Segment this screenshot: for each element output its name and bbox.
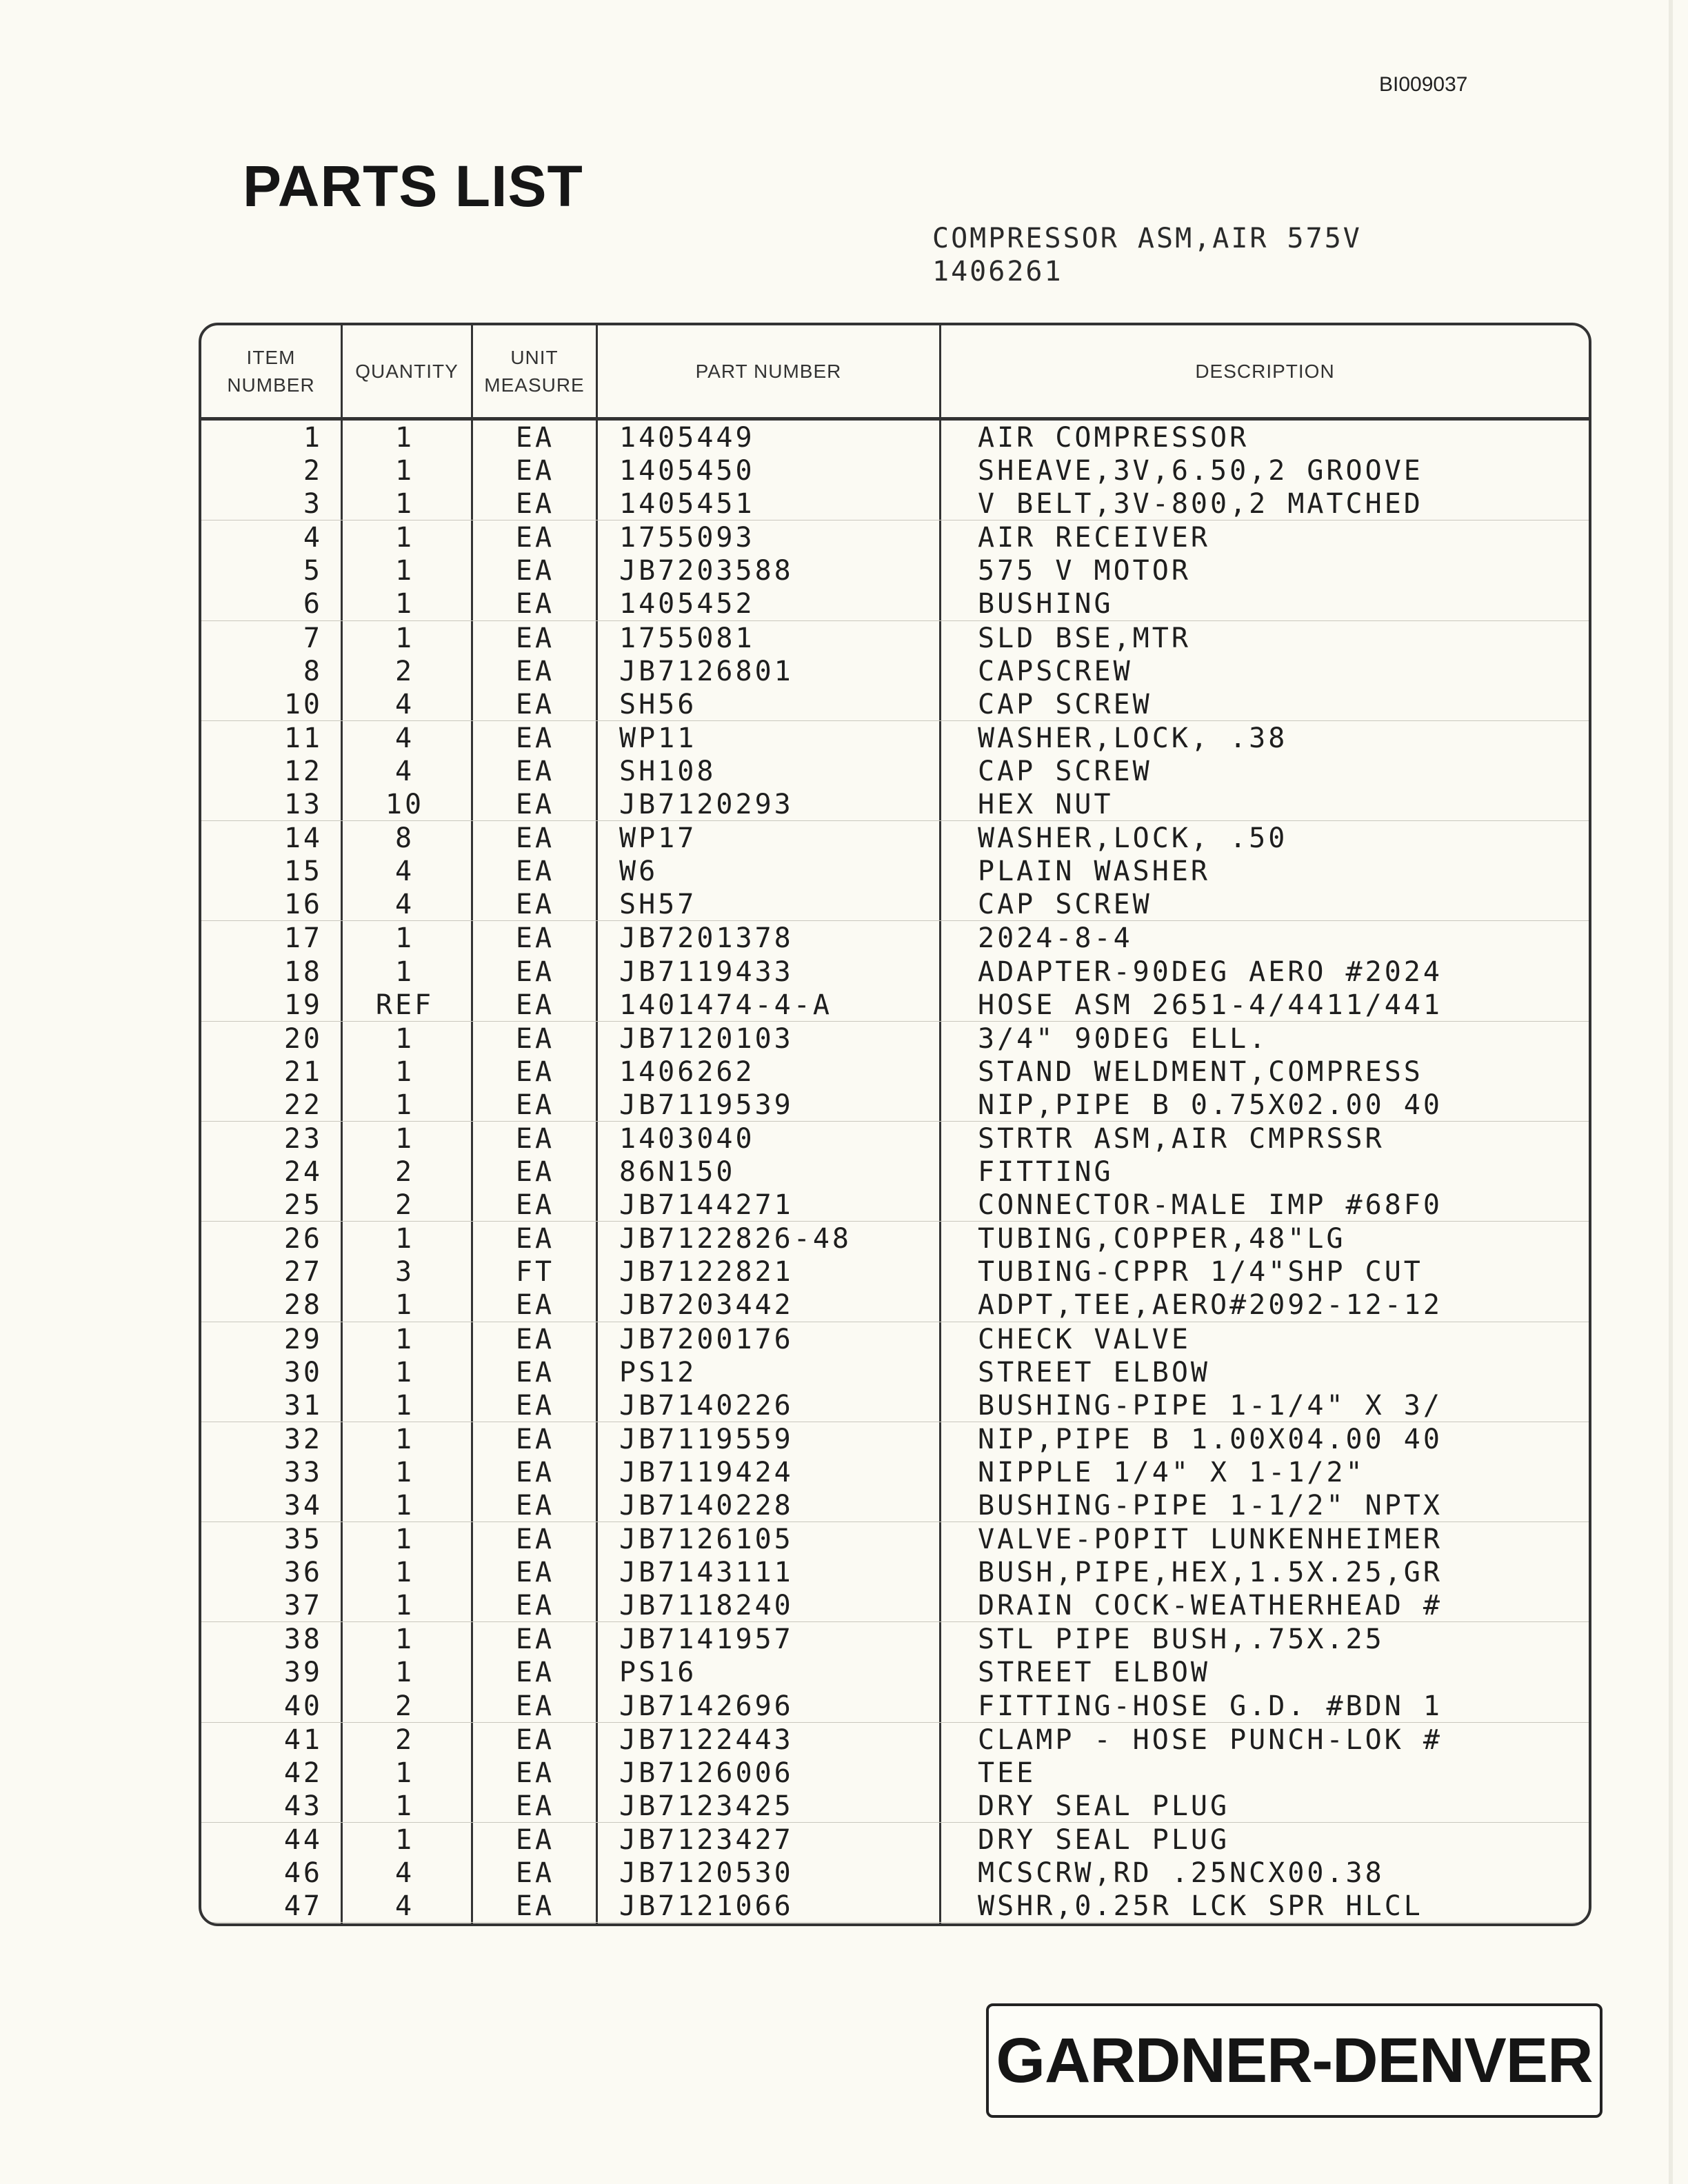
quantity-cell: 4 [394, 688, 415, 720]
unit-measure-cell: EA [515, 1456, 555, 1488]
item-number-cell: 2 [303, 455, 323, 487]
quantity-cell: 1 [394, 1456, 415, 1488]
quantity-cell: 1 [394, 1356, 415, 1388]
table-row [201, 1388, 1589, 1422]
unit-measure-cell: EA [515, 1790, 555, 1822]
item-number-cell: 10 [283, 688, 323, 720]
assembly-number: 1406261 [932, 256, 1063, 287]
unit-measure-cell: EA [515, 1657, 555, 1689]
description-cell: VALVE-POPIT LUNKENHEIMER [978, 1524, 1443, 1556]
part-number-cell: JB7203442 [619, 1289, 794, 1322]
quantity-cell: 1 [394, 622, 415, 654]
part-number-cell: 1405451 [619, 488, 755, 520]
item-number-cell: 32 [283, 1423, 323, 1455]
item-number-cell: 31 [283, 1389, 323, 1422]
item-number-cell: 39 [283, 1657, 323, 1689]
table-row [201, 687, 1589, 721]
table-row [201, 721, 1589, 754]
item-number-cell: 25 [283, 1189, 323, 1222]
description-cell: BUSHING [978, 588, 1114, 620]
table-row [201, 1588, 1589, 1622]
description-cell: BUSH,PIPE,HEX,1.5X.25,GR [978, 1557, 1443, 1589]
unit-measure-cell: EA [515, 1723, 555, 1756]
description-cell: HOSE ASM 2651-4/4411/441 [978, 989, 1443, 1021]
part-number-cell: JB7203588 [619, 555, 794, 587]
description-cell: STREET ELBOW [978, 1657, 1210, 1689]
quantity-cell: REF [375, 989, 434, 1021]
table-row [201, 1622, 1589, 1655]
unit-measure-cell: EA [515, 1423, 555, 1455]
page-title: PARTS LIST [243, 154, 583, 219]
item-number-cell: 34 [283, 1490, 323, 1521]
quantity-cell: 4 [394, 1857, 415, 1890]
part-number-cell: JB7140228 [619, 1490, 794, 1521]
unit-measure-cell: EA [515, 1857, 555, 1890]
table-row [201, 520, 1589, 554]
unit-measure-cell: EA [515, 1823, 555, 1856]
table-row [201, 754, 1589, 787]
description-cell: STRTR ASM,AIR CMPRSSR [978, 1122, 1385, 1155]
item-number-cell: 47 [283, 1890, 323, 1923]
item-number-cell: 28 [283, 1289, 323, 1322]
part-number-cell: JB7140226 [619, 1389, 794, 1422]
part-number-cell: 1405450 [619, 455, 755, 487]
description-cell: STREET ELBOW [978, 1356, 1210, 1388]
quantity-cell: 1 [394, 1557, 415, 1589]
unit-measure-cell: EA [515, 1122, 555, 1155]
table-row [201, 1255, 1589, 1288]
part-number-cell: JB7119424 [619, 1456, 794, 1488]
item-number-cell: 35 [283, 1524, 323, 1556]
description-cell: STAND WELDMENT,COMPRESS [978, 1055, 1423, 1088]
part-number-cell: JB7126105 [619, 1524, 794, 1556]
unit-measure-cell: EA [515, 455, 555, 487]
table-row [201, 554, 1589, 587]
description-cell: V BELT,3V-800,2 MATCHED [978, 488, 1423, 520]
part-number-cell: JB7201378 [619, 922, 794, 955]
unit-measure-cell: EA [515, 522, 555, 554]
unit-measure-cell: EA [515, 1524, 555, 1556]
unit-measure-cell: EA [515, 1557, 555, 1589]
quantity-cell: 1 [394, 555, 415, 587]
quantity-cell: 2 [394, 1156, 415, 1189]
quantity-cell: 4 [394, 1890, 415, 1923]
table-row [201, 1655, 1589, 1688]
part-number-cell: SH108 [619, 755, 716, 787]
description-cell: CAP SCREW [978, 755, 1152, 787]
part-number-cell: 1406262 [619, 1055, 755, 1088]
item-number-cell: 11 [283, 722, 323, 754]
part-number-cell: 1755093 [619, 522, 755, 554]
item-number-cell: 23 [283, 1122, 323, 1155]
quantity-cell: 8 [394, 822, 415, 855]
part-number-cell: JB7122443 [619, 1723, 794, 1756]
description-cell: CAP SCREW [978, 688, 1152, 720]
part-number-cell: JB7120293 [619, 789, 794, 821]
quantity-cell: 2 [394, 1723, 415, 1756]
unit-measure-cell: EA [515, 1690, 555, 1722]
quantity-cell: 1 [394, 1823, 415, 1856]
table-row [201, 955, 1589, 988]
table-row [201, 1723, 1589, 1756]
quantity-cell: 1 [394, 522, 415, 554]
table-row [201, 1222, 1589, 1255]
quantity-cell: 1 [394, 956, 415, 988]
description-cell: WASHER,LOCK, .38 [978, 722, 1288, 754]
table-header [201, 325, 1589, 421]
item-number-cell: 42 [283, 1757, 323, 1789]
item-number-cell: 46 [283, 1857, 323, 1890]
header-description: DESCRIPTION [1195, 361, 1335, 382]
table-row [201, 887, 1589, 921]
table-row [201, 1756, 1589, 1789]
unit-measure-cell: EA [515, 989, 555, 1021]
item-number-cell: 19 [283, 989, 323, 1021]
quantity-cell: 1 [394, 488, 415, 520]
table-body [201, 421, 1589, 1923]
unit-measure-cell: EA [515, 1022, 555, 1055]
header-part-number: PART NUMBER [695, 361, 842, 382]
table-row [201, 1555, 1589, 1588]
part-number-cell: JB7200176 [619, 1323, 794, 1355]
table-row [201, 921, 1589, 954]
table-row [201, 654, 1589, 687]
part-number-cell: JB7120103 [619, 1022, 794, 1055]
item-number-cell: 33 [283, 1456, 323, 1488]
unit-measure-cell: EA [515, 422, 555, 454]
unit-measure-cell: EA [515, 1356, 555, 1388]
quantity-cell: 1 [394, 1624, 415, 1656]
item-number-cell: 37 [283, 1590, 323, 1622]
item-number-cell: 17 [283, 922, 323, 955]
unit-measure-cell: EA [515, 688, 555, 720]
part-number-cell: JB7119433 [619, 956, 794, 988]
part-number-cell: JB7123427 [619, 1823, 794, 1856]
unit-measure-cell: FT [515, 1256, 555, 1288]
header-unit-measure: UNIT MEASURE [484, 347, 585, 396]
table-row [201, 1122, 1589, 1155]
part-number-cell: W6 [619, 856, 659, 888]
parts-table [199, 323, 1591, 1926]
table-row [201, 988, 1589, 1022]
item-number-cell: 30 [283, 1356, 323, 1388]
description-cell: ADAPTER-90DEG AERO #2024 [978, 956, 1443, 988]
table-row [201, 1823, 1589, 1856]
part-number-cell: JB7141957 [619, 1624, 794, 1656]
description-cell: 3/4" 90DEG ELL. [978, 1022, 1269, 1055]
unit-measure-cell: EA [515, 488, 555, 520]
unit-measure-cell: EA [515, 889, 555, 921]
table-row [201, 1355, 1589, 1388]
quantity-cell: 1 [394, 1423, 415, 1455]
quantity-cell: 4 [394, 856, 415, 888]
assembly-name: COMPRESSOR ASM,AIR 575V [932, 223, 1362, 254]
item-number-cell: 27 [283, 1256, 323, 1288]
item-number-cell: 18 [283, 956, 323, 988]
table-row [201, 1422, 1589, 1455]
quantity-cell: 1 [394, 1790, 415, 1822]
description-cell: TUBING-CPPR 1/4"SHP CUT [978, 1256, 1423, 1288]
unit-measure-cell: EA [515, 722, 555, 754]
part-number-cell: JB7118240 [619, 1590, 794, 1622]
part-number-cell: 86N150 [619, 1156, 736, 1189]
item-number-cell: 36 [283, 1557, 323, 1589]
item-number-cell: 43 [283, 1790, 323, 1822]
unit-measure-cell: EA [515, 956, 555, 988]
table-row [201, 821, 1589, 854]
quantity-cell: 1 [394, 588, 415, 620]
quantity-cell: 1 [394, 422, 415, 454]
document-id: BI009037 [1379, 73, 1468, 96]
unit-measure-cell: EA [515, 1590, 555, 1622]
unit-measure-cell: EA [515, 1323, 555, 1355]
part-number-cell: PS16 [619, 1657, 697, 1689]
item-number-cell: 26 [283, 1223, 323, 1255]
description-cell: AIR COMPRESSOR [978, 422, 1249, 454]
description-cell: WASHER,LOCK, .50 [978, 822, 1288, 855]
logo-text: GARDNER-DENVER [996, 2025, 1593, 2096]
description-cell: FITTING-HOSE G.D. #BDN 1 [978, 1690, 1443, 1722]
assembly-info [932, 222, 1362, 288]
description-cell: AIR RECEIVER [978, 522, 1210, 554]
description-cell: TEE [978, 1757, 1036, 1789]
description-cell: BUSHING-PIPE 1-1/2" NPTX [978, 1490, 1443, 1521]
unit-measure-cell: EA [515, 1757, 555, 1789]
item-number-cell: 22 [283, 1089, 323, 1121]
part-number-cell: JB7126801 [619, 655, 794, 687]
description-cell: CAP SCREW [978, 889, 1152, 921]
item-number-cell: 24 [283, 1156, 323, 1189]
part-number-cell: JB7122821 [619, 1256, 794, 1288]
unit-measure-cell: EA [515, 922, 555, 955]
quantity-cell: 1 [394, 1289, 415, 1322]
quantity-cell: 1 [394, 1524, 415, 1556]
description-cell: MCSCRW,RD .25NCX00.38 [978, 1857, 1385, 1890]
part-number-cell: JB7144271 [619, 1189, 794, 1222]
part-number-cell: 1755081 [619, 622, 755, 654]
unit-measure-cell: EA [515, 1089, 555, 1121]
table-row [201, 421, 1589, 454]
part-number-cell: WP11 [619, 722, 697, 754]
part-number-cell: 1401474-4-A [619, 989, 832, 1021]
part-number-cell: JB7143111 [619, 1557, 794, 1589]
quantity-cell: 4 [394, 889, 415, 921]
table-row [201, 854, 1589, 887]
part-number-cell: JB7121066 [619, 1890, 794, 1923]
table-row [201, 1322, 1589, 1355]
table-row [201, 587, 1589, 620]
unit-measure-cell: EA [515, 622, 555, 654]
item-number-cell: 20 [283, 1022, 323, 1055]
item-number-cell: 4 [303, 522, 323, 554]
table-row [201, 1155, 1589, 1188]
part-number-cell: 1405449 [619, 422, 755, 454]
description-cell: NIPPLE 1/4" X 1-1/2" [978, 1456, 1365, 1488]
description-cell: BUSHING-PIPE 1-1/4" X 3/ [978, 1389, 1443, 1422]
description-cell: NIP,PIPE B 1.00X04.00 40 [978, 1423, 1443, 1455]
quantity-cell: 2 [394, 655, 415, 687]
unit-measure-cell: EA [515, 1890, 555, 1923]
unit-measure-cell: EA [515, 1055, 555, 1088]
unit-measure-cell: EA [515, 555, 555, 587]
description-cell: SHEAVE,3V,6.50,2 GROOVE [978, 455, 1423, 487]
item-number-cell: 5 [303, 555, 323, 587]
description-cell: PLAIN WASHER [978, 856, 1210, 888]
part-number-cell: JB7120530 [619, 1857, 794, 1890]
part-number-cell: JB7122826-48 [619, 1223, 852, 1255]
header-item-number: ITEM NUMBER [227, 347, 315, 396]
description-cell: CLAMP - HOSE PUNCH-LOK # [978, 1723, 1443, 1756]
item-number-cell: 15 [283, 856, 323, 888]
part-number-cell: JB7123425 [619, 1790, 794, 1822]
part-number-cell: 1403040 [619, 1122, 755, 1155]
table-row [201, 1088, 1589, 1122]
part-number-cell: SH56 [619, 688, 697, 720]
table-row [201, 1689, 1589, 1723]
item-number-cell: 6 [303, 588, 323, 620]
unit-measure-cell: EA [515, 1389, 555, 1422]
quantity-cell: 1 [394, 1089, 415, 1121]
table-row [201, 1856, 1589, 1889]
item-number-cell: 41 [283, 1723, 323, 1756]
part-number-cell: JB7119559 [619, 1423, 794, 1455]
description-cell: ADPT,TEE,AERO#2092-12-12 [978, 1289, 1443, 1322]
item-number-cell: 44 [283, 1823, 323, 1856]
table-row [201, 487, 1589, 520]
item-number-cell: 16 [283, 889, 323, 921]
table-row [201, 621, 1589, 654]
item-number-cell: 40 [283, 1690, 323, 1722]
unit-measure-cell: EA [515, 655, 555, 687]
item-number-cell: 21 [283, 1055, 323, 1088]
quantity-cell: 1 [394, 1223, 415, 1255]
description-cell: 575 V MOTOR [978, 555, 1191, 587]
unit-measure-cell: EA [515, 822, 555, 855]
description-cell: HEX NUT [978, 789, 1114, 821]
unit-measure-cell: EA [515, 1156, 555, 1189]
description-cell: NIP,PIPE B 0.75X02.00 40 [978, 1089, 1443, 1121]
quantity-cell: 4 [394, 755, 415, 787]
quantity-cell: 1 [394, 1323, 415, 1355]
quantity-cell: 4 [394, 722, 415, 754]
table-row [201, 1022, 1589, 1055]
part-number-cell: 1405452 [619, 588, 755, 620]
unit-measure-cell: EA [515, 1490, 555, 1521]
description-cell: CHECK VALVE [978, 1323, 1191, 1355]
quantity-cell: 1 [394, 1657, 415, 1689]
description-cell: DRY SEAL PLUG [978, 1823, 1230, 1856]
item-number-cell: 13 [283, 789, 323, 821]
part-number-cell: SH57 [619, 889, 697, 921]
item-number-cell: 14 [283, 822, 323, 855]
item-number-cell: 29 [283, 1323, 323, 1355]
description-cell: TUBING,COPPER,48"LG [978, 1223, 1346, 1255]
quantity-cell: 1 [394, 1022, 415, 1055]
item-number-cell: 1 [303, 422, 323, 454]
quantity-cell: 1 [394, 1055, 415, 1088]
description-cell: STL PIPE BUSH,.75X.25 [978, 1624, 1385, 1656]
unit-measure-cell: EA [515, 1289, 555, 1322]
header-quantity: QUANTITY [355, 361, 459, 382]
description-cell: SLD BSE,MTR [978, 622, 1191, 654]
part-number-cell: JB7119539 [619, 1089, 794, 1121]
description-cell: DRY SEAL PLUG [978, 1790, 1230, 1822]
table-row [201, 1455, 1589, 1488]
table-row [201, 1522, 1589, 1555]
quantity-cell: 1 [394, 1757, 415, 1789]
unit-measure-cell: EA [515, 856, 555, 888]
unit-measure-cell: EA [515, 588, 555, 620]
item-number-cell: 12 [283, 755, 323, 787]
part-number-cell: JB7142696 [619, 1690, 794, 1722]
quantity-cell: 1 [394, 1490, 415, 1521]
table-row [201, 787, 1589, 821]
quantity-cell: 1 [394, 1590, 415, 1622]
table-row [201, 1889, 1589, 1923]
quantity-cell: 1 [394, 1122, 415, 1155]
quantity-cell: 1 [394, 922, 415, 955]
quantity-cell: 10 [385, 789, 425, 821]
part-number-cell: PS12 [619, 1356, 697, 1388]
page-edge [1669, 0, 1673, 2184]
table-row [201, 1789, 1589, 1823]
part-number-cell: WP17 [619, 822, 697, 855]
unit-measure-cell: EA [515, 1189, 555, 1222]
description-cell: FITTING [978, 1156, 1114, 1189]
item-number-cell: 38 [283, 1624, 323, 1656]
table-row [201, 1488, 1589, 1522]
quantity-cell: 2 [394, 1189, 415, 1222]
table-row [201, 1055, 1589, 1088]
quantity-cell: 1 [394, 1389, 415, 1422]
item-number-cell: 8 [303, 655, 323, 687]
unit-measure-cell: EA [515, 789, 555, 821]
unit-measure-cell: EA [515, 1223, 555, 1255]
table-row [201, 1188, 1589, 1222]
description-cell: WSHR,0.25R LCK SPR HLCL [978, 1890, 1423, 1923]
description-cell: 2024-8-4 [978, 922, 1133, 955]
table-row [201, 1288, 1589, 1322]
unit-measure-cell: EA [515, 1624, 555, 1656]
unit-measure-cell: EA [515, 755, 555, 787]
description-cell: CONNECTOR-MALE IMP #68F0 [978, 1189, 1443, 1222]
quantity-cell: 1 [394, 455, 415, 487]
item-number-cell: 3 [303, 488, 323, 520]
description-cell: CAPSCREW [978, 655, 1133, 687]
item-number-cell: 7 [303, 622, 323, 654]
quantity-cell: 3 [394, 1256, 415, 1288]
part-number-cell: JB7126006 [619, 1757, 794, 1789]
table-row [201, 454, 1589, 487]
quantity-cell: 2 [394, 1690, 415, 1722]
company-logo [986, 2003, 1602, 2118]
description-cell: DRAIN COCK-WEATHERHEAD # [978, 1590, 1443, 1622]
